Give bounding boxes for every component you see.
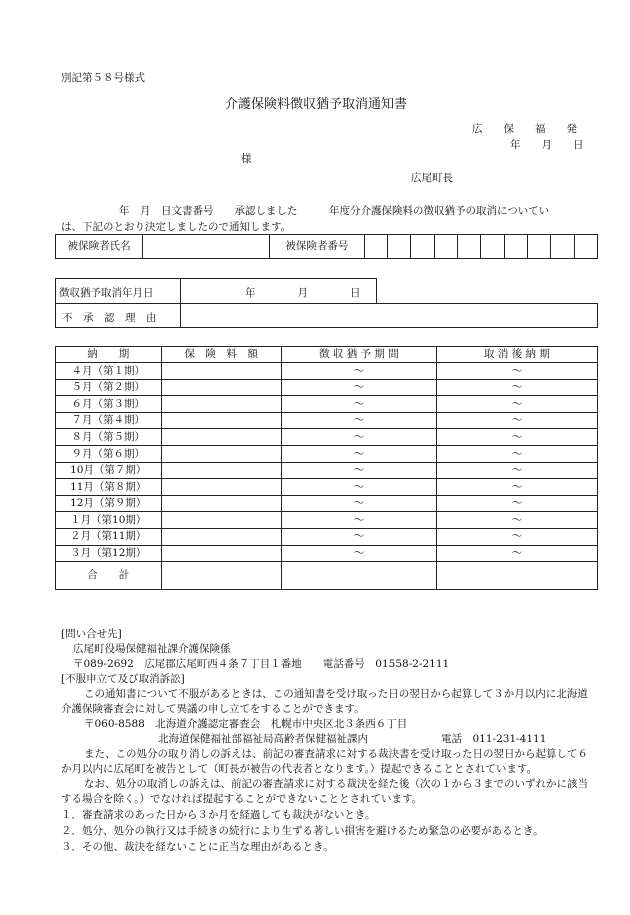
premium-amount[interactable] [161,512,281,529]
table-row [56,495,598,512]
premium-amount[interactable] [161,396,281,413]
appeal-line-1: この通知書について不服があるときは、この通知書を受け取った日の翌日から起算して３か月以内に北海道 [84,688,588,700]
table-row [56,379,598,396]
payment-schedule-table [55,346,598,590]
payment-period: ６月（第３期） [56,396,162,413]
deferral-period[interactable]: ～ [281,545,436,562]
document-number: 広 保 福 発 [472,123,577,135]
total-deferral [281,562,436,590]
payment-period: ７月（第４期） [56,412,162,429]
insured-name-field[interactable] [143,235,270,259]
payment-period: １月（第10期） [56,512,162,529]
payment-period: ３月（第12期） [56,545,162,562]
insured-number-digit[interactable] [504,235,527,259]
premium-amount[interactable] [161,479,281,496]
payment-period: ９月（第６期） [56,445,162,462]
exception-line-2: する場合を除く。）でなければ提起することができないこととされています。 [61,793,423,805]
inquiry-heading: [問い合せ先] [61,628,122,640]
inquiry-address: 〒089-2692 広尾郡広尾町西４条７丁目１番地 電話番号 01558-2-2111 [73,658,450,670]
deferral-period[interactable]: ～ [281,512,436,529]
deferral-period[interactable]: ～ [281,479,436,496]
insured-number-label: 被保険者番号 [270,235,364,259]
deferral-period[interactable]: ～ [281,495,436,512]
deferral-period[interactable]: ～ [281,429,436,446]
table-row [56,412,598,429]
council-address: 〒060-8588 北海道介護認定審査会 札幌市中央区北３条西６丁目 [84,718,408,730]
intro-line-1: 年 月 日文書番号 承認しました 年度分介護保険料の徴収猶予の取消についてい [119,205,550,217]
table-row [56,462,598,479]
premium-amount[interactable] [161,462,281,479]
addressee-suffix: 様 [241,153,252,165]
lawsuit-line-2: か月以内に広尾町を被告として（町長が被告の代表者となります。）提起できることとされています。 [61,763,538,775]
appeal-heading: [不服申立て及び取消訴訟] [61,673,185,685]
after-cancel-due[interactable]: ～ [436,412,597,429]
premium-amount[interactable] [161,545,281,562]
insured-number-digit[interactable] [364,235,387,259]
col-header-after: 取 消 後 納 期 [436,347,597,363]
cancel-date-label: 徴収猶予取消年月日 [59,287,154,299]
payment-period: ８月（第５期） [56,429,162,446]
table-row [56,429,598,446]
insured-number-digit[interactable] [551,235,574,259]
after-cancel-due[interactable]: ～ [436,545,597,562]
after-cancel-due[interactable]: ～ [436,429,597,446]
deferral-period[interactable]: ～ [281,528,436,545]
issuer: 広尾町長 [411,172,453,184]
col-header-period: 納 期 [56,347,162,363]
page-title: 介護保険料徴収猶予取消通知書 [225,97,408,112]
insured-number-digit[interactable] [481,235,504,259]
table-row [56,363,598,380]
after-cancel-due[interactable]: ～ [436,363,597,380]
payment-period: 10月（第７期） [56,462,162,479]
payment-period: 11月（第８期） [56,479,162,496]
premium-amount[interactable] [161,412,281,429]
exception-item-1: １．審査請求のあった日から３か月を経過しても裁決がないとき。 [61,809,376,821]
deferral-period[interactable]: ～ [281,379,436,396]
insured-table [55,234,598,259]
payment-period: ４月（第１期） [56,363,162,380]
insured-number-digit[interactable] [411,235,434,259]
premium-amount[interactable] [161,363,281,380]
after-cancel-due[interactable]: ～ [436,462,597,479]
premium-amount[interactable] [161,528,281,545]
table-row [56,479,598,496]
cancel-reason-label: 不 承 認 理 由 [62,312,157,324]
deferral-period[interactable]: ～ [281,462,436,479]
after-cancel-due[interactable]: ～ [436,445,597,462]
deferral-period[interactable]: ～ [281,396,436,413]
exception-item-3: ３．その他、裁決を経ないことに正当な理由があるとき。 [61,841,334,853]
lawsuit-line-1: また、この処分の取り消しの訴えは、前記の審査請求に対する裁決書を受け取った日の翌日から起算して６ [84,748,588,760]
date-line: 年 月 日 [510,139,584,151]
table-row [56,396,598,413]
table-row [56,445,598,462]
insured-number-digit[interactable] [457,235,480,259]
table-row [56,545,598,562]
col-header-deferral: 徴 収 猶 予 期 間 [281,347,436,363]
appeal-line-2: 介護保険審査会に対して異議の申し立てをすることができます。 [61,703,365,715]
after-cancel-due[interactable]: ～ [436,512,597,529]
exception-line-1: なお、処分の取消しの訴えは、前記の審査請求に対する裁決を経た後（次の１から３までのいずれかに該当 [84,778,588,790]
insured-number-digit[interactable] [387,235,410,259]
table-row [56,528,598,545]
total-after [436,562,597,590]
premium-amount[interactable] [161,445,281,462]
intro-line-2: は、下記のとおり決定しましたので通知します。 [61,221,292,233]
col-header-amount: 保 険 料 額 [161,347,281,363]
deferral-period[interactable]: ～ [281,412,436,429]
council-office: 北海道保健福祉部福祉局高齢者保健福祉課内 [158,733,368,745]
after-cancel-due[interactable]: ～ [436,396,597,413]
total-label: 合 計 [56,562,162,590]
after-cancel-due[interactable]: ～ [436,495,597,512]
after-cancel-due[interactable]: ～ [436,479,597,496]
inquiry-office: 広尾町役場保健福祉課介護保険係 [73,643,231,655]
payment-period: ２月（第11期） [56,528,162,545]
table-row [56,512,598,529]
council-phone: 電話 011-231-4111 [441,733,547,745]
form-number: 別記第５８号様式 [61,72,145,84]
premium-amount[interactable] [161,379,281,396]
exception-item-2: ２．処分、処分の執行又は手続きの続行により生ずる著しい損害を避けるため緊急の必要があるとき。 [61,825,544,837]
after-cancel-due[interactable]: ～ [436,379,597,396]
deferral-period[interactable]: ～ [281,363,436,380]
after-cancel-due[interactable]: ～ [436,528,597,545]
payment-period: ５月（第２期） [56,379,162,396]
insured-number-digit[interactable] [434,235,457,259]
total-amount[interactable] [161,562,281,590]
insured-name-label: 被保険者氏名 [56,235,143,259]
cancel-date-value: 年 月 日 [245,287,361,299]
payment-period: 12月（第９期） [56,495,162,512]
premium-amount[interactable] [161,495,281,512]
table-header-row [56,347,598,363]
insured-number-digit[interactable] [527,235,550,259]
total-row [56,562,598,590]
deferral-period[interactable]: ～ [281,445,436,462]
insured-number-digit[interactable] [574,235,597,259]
premium-amount[interactable] [161,429,281,446]
